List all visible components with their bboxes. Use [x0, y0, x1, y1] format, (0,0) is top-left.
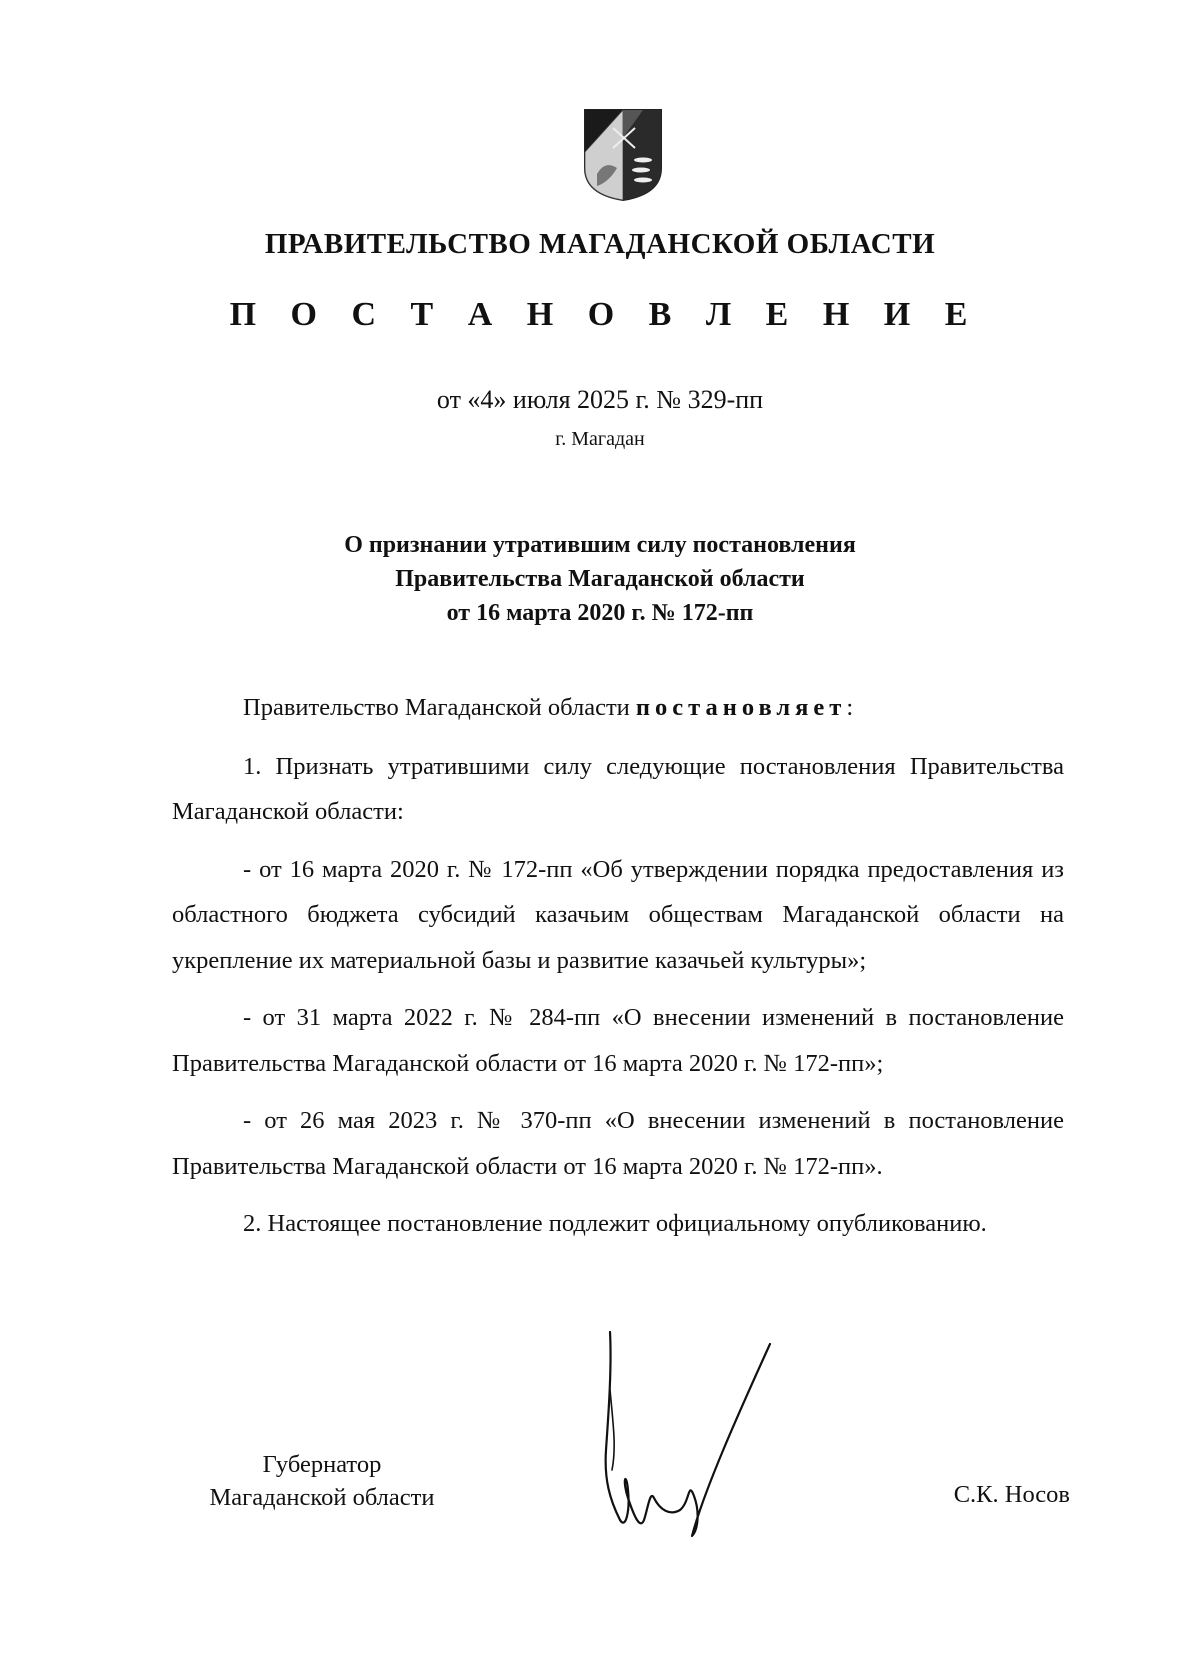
subject-line: от 16 марта 2020 г. № 172-пп — [446, 600, 754, 626]
handwritten-signature-icon — [600, 1330, 800, 1540]
intro-suffix: : — [846, 694, 854, 721]
subject-line: Правительства Магаданской области — [395, 566, 805, 592]
magadan-coat-of-arms-icon — [583, 108, 663, 202]
signatory-title — [182, 1448, 462, 1514]
item-1b-paragraph: - от 31 марта 2022 г. № 284-пп «О внесении изменений в постановление Правительства Магаданской области от 16 марта 2020 г. № 172-пп»; — [172, 1004, 1064, 1077]
item-1-paragraph: 1. Признать утратившими силу следующие постановления Правительства Магаданской области: — [172, 752, 1064, 825]
item-2-paragraph: 2. Настоящее постановление подлежит официальному опубликованию. — [243, 1210, 987, 1237]
document-subject — [0, 528, 1200, 630]
document-city: г. Магадан — [555, 428, 645, 450]
item-1a-paragraph: - от 16 марта 2020 г. № 172-пп «Об утверждении порядка предоставления из областного бюджета субсидий казачьим обществам Магаданской области на укрепление их материальной базы и развитие казачьей культуры»; — [172, 855, 1064, 974]
signatory-name: С.К. Носов — [953, 1481, 1070, 1508]
document-body — [172, 685, 1064, 1247]
subject-line: О признании утратившим силу постановления — [344, 532, 856, 558]
intro-prefix: Правительство Магаданской области — [243, 694, 636, 721]
intro-paragraph — [172, 685, 1064, 731]
organization-title: ПРАВИТЕЛЬСТВО МАГАДАНСКОЙ ОБЛАСТИ — [264, 228, 936, 260]
document-type-title: П О С Т А Н О В Л Е Н И Е — [229, 296, 981, 333]
item-1c-paragraph: - от 26 мая 2023 г. № 370-пп «О внесении изменений в постановление Правительства Магаданской области от 16 марта 2020 г. № 172-пп». — [172, 1107, 1064, 1180]
document-date-number: от «4» июля 2025 г. № 329-пп — [436, 385, 764, 414]
signatory-title-line: Губернатор — [262, 1451, 382, 1478]
resolves-word: постановляет — [635, 694, 847, 721]
signatory-title-line: Магаданской области — [209, 1484, 435, 1511]
